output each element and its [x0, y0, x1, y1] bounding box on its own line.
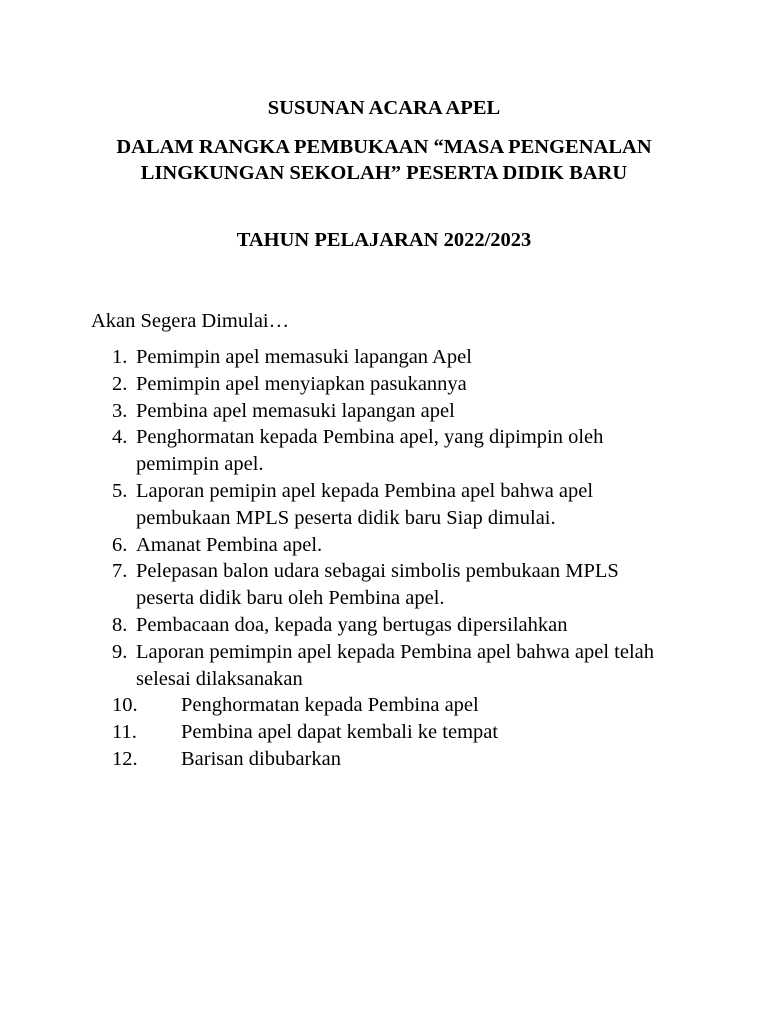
item-text: Amanat Pembina apel. [136, 533, 323, 556]
list-item [0, 719, 768, 746]
item-text: Pembina apel memasuki lapangan apel [136, 399, 455, 422]
item-text: Pembacaan doa, kepada yang bertugas dipersilahkan [136, 613, 568, 636]
item-text: Pembina apel dapat kembali ke tempat [181, 721, 499, 744]
item-number: 9. [112, 640, 128, 663]
list-item [0, 692, 768, 719]
list-item [0, 612, 768, 639]
item-number: 11. [112, 721, 137, 744]
academic-year-heading: TAHUN PELAJARAN 2022/2023 [236, 229, 532, 251]
item-number: 10. [112, 694, 138, 717]
list-item [0, 532, 768, 559]
list-item [0, 746, 768, 773]
item-number: 12. [112, 747, 138, 770]
agenda-list [0, 344, 768, 773]
intro-text: Akan Segera Dimulai… [91, 310, 290, 332]
list-item [0, 558, 768, 612]
item-number: 4. [112, 426, 128, 449]
item-text: Laporan pemipin apel kepada Pembina apel bahwa apel pembukaan MPLS peserta didik baru Siap dimulai. [136, 479, 594, 529]
item-number: 7. [112, 560, 128, 583]
list-item [0, 639, 768, 693]
item-number: 6. [112, 533, 128, 556]
item-text: Penghormatan kepada Pembina apel, yang dipimpin oleh pemimpin apel. [136, 426, 604, 476]
item-text: Laporan pemimpin apel kepada Pembina apel bahwa apel telah selesai dilaksanakan [136, 640, 654, 690]
item-text: Pemimpin apel memasuki lapangan Apel [136, 346, 472, 368]
list-item [0, 398, 768, 425]
item-number: 2. [112, 372, 128, 395]
item-number: 5. [112, 479, 128, 502]
document-subtitle: DALAM RANGKA PEMBUKAAN “MASA PENGENALAN LINGKUNGAN SEKOLAH” PESERTA DIDIK BARU [116, 136, 652, 184]
item-text: Penghormatan kepada Pembina apel [181, 694, 479, 717]
list-item [0, 371, 768, 398]
list-item [0, 478, 768, 532]
item-number: 1. [112, 346, 128, 368]
list-item [0, 344, 768, 371]
item-text: Pemimpin apel menyiapkan pasukannya [136, 372, 467, 395]
list-item [0, 424, 768, 478]
item-text: Barisan dibubarkan [181, 747, 341, 770]
document-title: SUSUNAN ACARA APEL [267, 97, 501, 119]
item-number: 3. [112, 399, 128, 422]
item-text: Pelepasan balon udara sebagai simbolis pembukaan MPLS peserta didik baru oleh Pembina apel. [136, 560, 619, 610]
item-number: 8. [112, 613, 128, 636]
